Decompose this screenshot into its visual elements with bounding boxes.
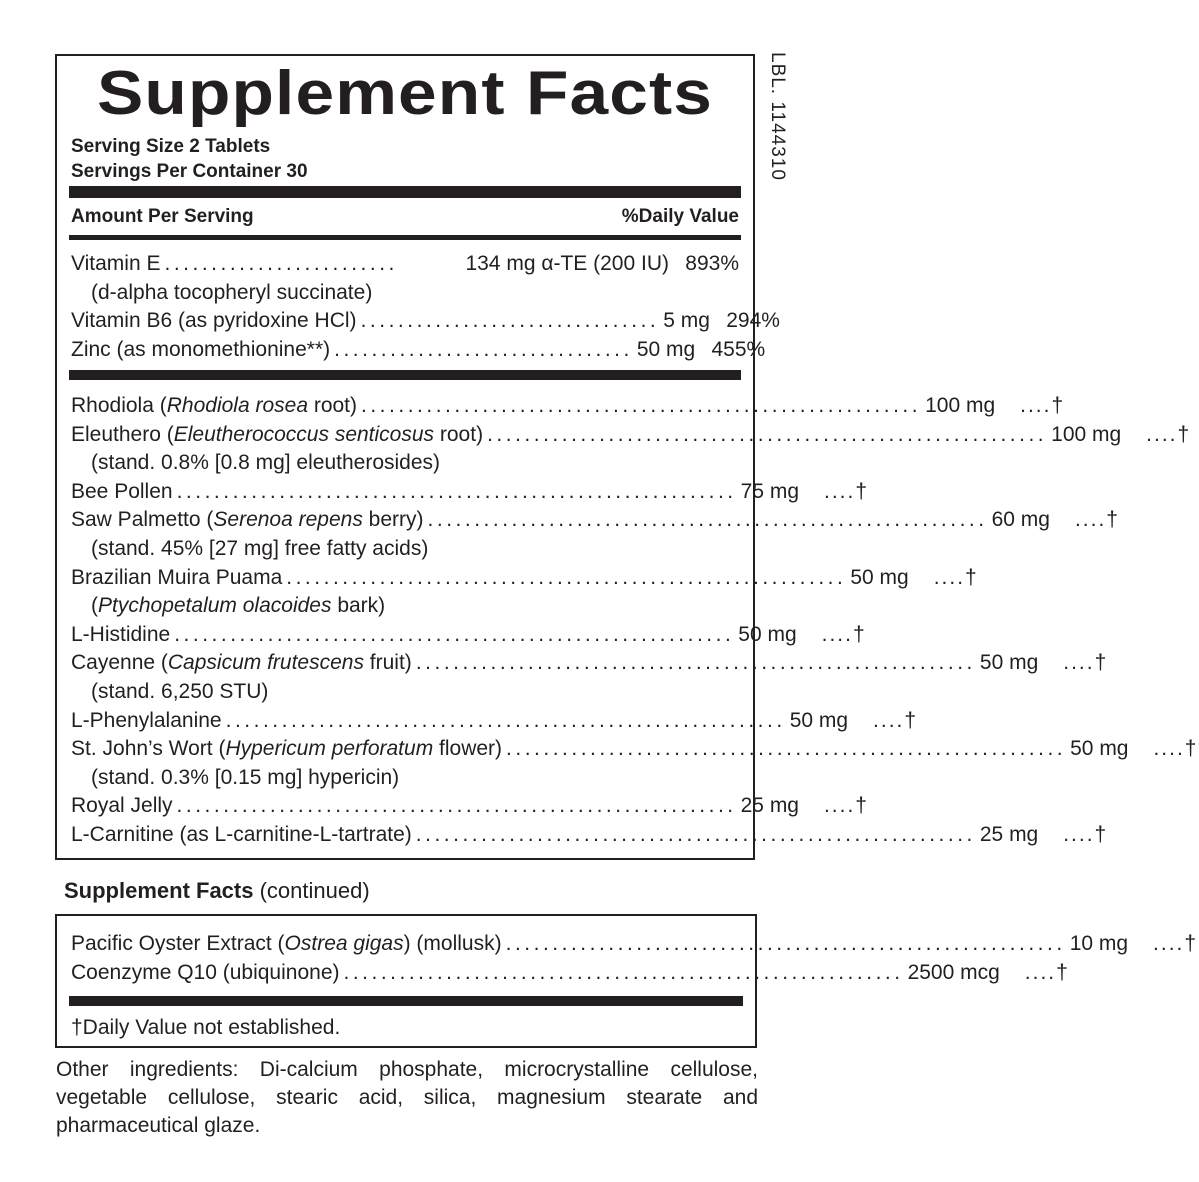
dot-leader: ............................................................ [343, 960, 904, 984]
ingredient-name-text: Coenzyme Q10 (ubiquinone) [71, 960, 340, 984]
ingredient-amount: 75 mg [740, 479, 800, 503]
ingredient-name-text: root) [308, 394, 358, 417]
daily-value-dagger: ....† [824, 479, 870, 503]
ingredient-name [71, 478, 173, 507]
ingredient-name-text: St. John’s Wort ( [71, 737, 226, 761]
ingredient-amount: 100 mg [1051, 422, 1122, 446]
dot-leader: ................................ [360, 309, 660, 333]
daily-value-dagger: ....† [873, 708, 919, 732]
ingredient-name-text: Cayenne ( [71, 651, 168, 675]
ingredient-standardization: (stand. 0.3% [0.15 mg] hypericin) [91, 765, 400, 789]
dot-leader: ............................................................ [176, 794, 737, 818]
ingredient-name-text: L-Carnitine (as L-carnitine-L-tartrate) [71, 822, 412, 846]
ingredient-amount: 50 mg [789, 708, 849, 732]
footnote: †Daily Value not established. [71, 1016, 341, 1039]
ingredient-name-text: Saw Palmetto ( [71, 508, 214, 532]
label-code: LBL. 1144310 [767, 52, 788, 181]
ingredient-name [71, 421, 483, 450]
table-row [71, 421, 1192, 450]
daily-value-dagger: ....† [821, 622, 867, 646]
ingredient-source-text: bark) [331, 594, 386, 618]
table-row [71, 307, 780, 336]
ingredient-amount: 25 mg [740, 794, 799, 818]
ingredient-standardization: (stand. 6,250 STU) [91, 679, 269, 703]
ingredient-name-text: L-Histidine [71, 622, 171, 646]
continued-title-bold: Supplement Facts [64, 878, 254, 903]
ingredient-name-text: flower) [433, 737, 503, 761]
ingredient-name-text: Royal Jelly [71, 794, 173, 818]
ingredient-source [71, 592, 739, 621]
table-row [71, 250, 739, 279]
ingredient-name-text: Rhodiola ( [71, 394, 167, 417]
ingredient-amount: 50 mg [1070, 737, 1129, 761]
vitamin-rows [71, 250, 780, 364]
daily-value-dagger: ....† [933, 565, 979, 589]
table-row [71, 336, 766, 365]
daily-value: 455% [711, 337, 766, 361]
daily-value-dagger: ....† [1063, 651, 1109, 675]
ingredient-amount: 50 mg [850, 565, 909, 589]
ingredient-standardization: (stand. 0.8% [0.8 mg] eleutherosides) [91, 451, 441, 475]
other-ingredients: Other ingredients: Di-calcium phosphate, microcrystalline cellulose, vegetable cellulose, stearic acid, silica, magnesium stearate and pharmaceutical glaze. [56, 1058, 758, 1137]
ingredient-name-text: root) [434, 422, 484, 446]
table-row [71, 959, 1070, 988]
amount-per-serving-label: Amount Per Serving [71, 206, 254, 227]
table-row [71, 930, 1199, 959]
latin-name: Capsicum frutescens [167, 651, 364, 675]
table-row [71, 564, 979, 593]
ingredient-name-text: Bee Pollen [71, 479, 173, 503]
dot-leader: ............................................................ [286, 565, 847, 589]
table-row [71, 621, 867, 650]
table-row [71, 707, 919, 736]
ingredient-amount: 50 mg [738, 622, 797, 646]
latin-name: Ostrea gigas [284, 932, 404, 955]
ingredient-name-text: Eleuthero ( [71, 422, 174, 446]
table-row [71, 478, 870, 507]
ingredient-amount: 10 mg [1069, 932, 1129, 955]
dot-leader: ............................................................ [174, 622, 735, 646]
ingredient-name [71, 707, 222, 736]
dot-leader: ............................................................ [487, 422, 1048, 446]
dot-leader: ............................................................ [505, 932, 1066, 955]
ingredient-name [71, 792, 173, 821]
dot-leader: ............................................................ [176, 479, 737, 503]
latin-name: Hypericum perforatum [225, 737, 434, 761]
nutrient-amount: 50 mg [636, 337, 696, 361]
daily-value-dagger: ....† [1020, 394, 1066, 417]
serving-size: Serving Size 2 Tablets [71, 136, 271, 157]
thick-rule [69, 370, 741, 380]
nutrient-source: (d-alpha tocopheryl succinate) [91, 280, 373, 304]
amount-header-row [71, 202, 739, 232]
ingredient-name-text: Brazilian Muira Puama [71, 565, 283, 589]
latin-name: Ptychopetalum olacoides [98, 594, 332, 618]
table-row [71, 735, 1199, 764]
ingredient-name-text: fruit) [363, 651, 412, 675]
latin-name: Serenoa repens [213, 508, 363, 532]
dot-leader: ............................................................ [361, 394, 922, 417]
table-row [71, 506, 1120, 535]
ingredient-amount: 100 mg [925, 394, 996, 417]
panel-title: Supplement Facts [96, 59, 713, 128]
nutrient-name: Zinc (as monomethionine**) [71, 337, 331, 361]
ingredient-source-text: ( [91, 594, 98, 618]
dot-leader: ................................ [334, 337, 633, 361]
ingredient-name [71, 392, 357, 421]
table-row [71, 821, 1109, 850]
daily-value-dagger: ....† [1146, 422, 1192, 446]
daily-value-dagger: ....† [1074, 508, 1120, 532]
dot-leader: ............................................................ [506, 737, 1067, 761]
daily-value-dagger: ....† [1153, 932, 1199, 955]
ingredient-name [71, 930, 502, 959]
ingredient-name-text: berry) [362, 508, 424, 532]
nutrient-name: Vitamin E [71, 252, 161, 275]
daily-value: 294% [726, 309, 780, 333]
daily-value-dagger: ....† [1063, 822, 1109, 846]
ingredient-name [71, 621, 170, 650]
daily-value-dagger: ....† [823, 794, 869, 818]
ingredient-name-text: L-Phenylalanine [71, 708, 222, 732]
nutrient-amount: 5 mg [663, 309, 710, 333]
continued-rows [71, 930, 1199, 987]
servings-per-container: Servings Per Container 30 [71, 161, 308, 182]
serving-info [71, 134, 308, 184]
daily-value-dagger: ....† [1024, 960, 1070, 984]
latin-name: Rhodiola rosea [166, 394, 308, 417]
thick-rule [69, 186, 741, 198]
dot-leader: ............................................................ [427, 508, 988, 532]
ingredient-amount: 25 mg [979, 822, 1039, 846]
table-row [71, 392, 1066, 421]
ingredient-name [71, 564, 282, 593]
daily-value-header: %Daily Value [621, 206, 739, 227]
ingredient-name [71, 735, 502, 764]
ingredient-name [71, 649, 412, 678]
daily-value-dagger: ....† [1153, 737, 1199, 761]
ingredient-name [71, 821, 412, 850]
ingredient-amount: 50 mg [979, 651, 1039, 675]
ingredient-name [71, 959, 340, 988]
table-row [71, 649, 1109, 678]
dot-leader: ............................................................ [225, 708, 786, 732]
nutrient-name: Vitamin B6 (as pyridoxine HCl) [71, 309, 357, 333]
ingredient-name-text: Pacific Oyster Extract ( [71, 932, 285, 955]
daily-value: 893% [685, 252, 739, 275]
latin-name: Eleutherococcus senticosus [173, 422, 435, 446]
dot-leader: ............................................................ [415, 651, 976, 675]
ingredient-amount: 2500 mcg [907, 960, 1000, 984]
continued-title [64, 876, 370, 906]
ingredient-amount: 60 mg [991, 508, 1050, 532]
herb-rows [71, 392, 1199, 850]
medium-rule [69, 235, 741, 240]
nutrient-amount: 134 mg α-TE (200 IU) [465, 252, 669, 275]
ingredient-name-text: ) (mollusk) [403, 932, 502, 955]
continued-panel [55, 914, 1199, 1048]
ingredient-name [71, 506, 424, 535]
thick-rule [69, 996, 743, 1006]
continued-title-rest: (continued) [253, 878, 370, 903]
dot-leader: ............................................................ [415, 822, 976, 846]
table-row [71, 792, 869, 821]
ingredient-standardization: (stand. 45% [27 mg] free fatty acids) [91, 536, 429, 560]
dot-leader: ......................... [164, 252, 398, 275]
